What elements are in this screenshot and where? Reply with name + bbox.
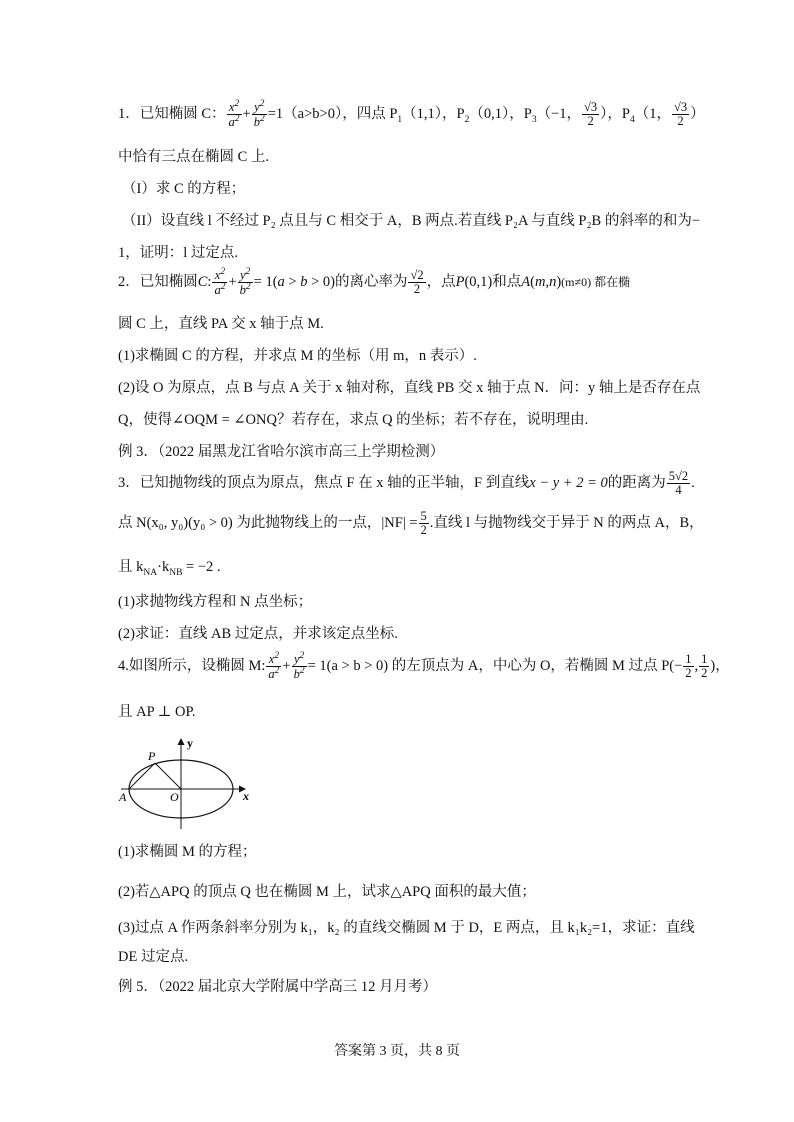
fraction: $\frac{√3}{2}$ xyxy=(673,100,688,129)
label-a: A xyxy=(119,790,127,804)
fraction: $\frac{5}{2}$ xyxy=(420,509,427,538)
example-3-title: 例 3．（2022 届黑龙江省哈尔滨市高三上学期检测） xyxy=(118,444,445,460)
problem-1-line-2: 中恰有三点在椭圆 C 上. xyxy=(118,149,270,165)
fraction: $\frac{1}{2}$ xyxy=(685,652,692,681)
label-y: y xyxy=(187,736,193,750)
problem-2-line-1: 2．已知椭圆C: $\frac{x^2}{a^2}$ + $\frac{y^2}{b^2}$ = 1(a > b > 0)的离心率为 $\frac{√2}{2}$ ，点P(0,1)和点A(m,n)(m≠0) 都在椭 xyxy=(118,267,631,298)
example-5-title: 例 5．（2022 届北京大学附属中学高三 12 月月考） xyxy=(118,979,437,995)
problem-2-question-2-cont: Q，使得∠OQM = ∠ONQ？若存在，求点 Q 的坐标；若不存在，说明理由. xyxy=(118,412,589,428)
problem-1-question-1: （I）求 C 的方程； xyxy=(122,181,246,197)
segment-ap xyxy=(129,763,155,789)
problem-1-line-1: 1．已知椭圆 C： $\frac{x^2}{a^2}$ + $\frac{y^2}{b^2}$ =1（a>b>0），四点 $P_1(1,1)$，$P_2(0,1)$，$P_3(-1$， $\frac{√3}{2}$ ），$P_4(1$， $\frac{√3}{2}$ ） xyxy=(118,99,705,130)
fraction: $\frac{x^2}{a^2}$ xyxy=(268,651,280,682)
problem-1-question-2: （II）设直线 l 不经过 P₂ 点且与 C 相交于 A，B 两点.若直线 P₂A 与直线 P₂B 的斜率的和为− xyxy=(122,213,701,229)
label-p: P xyxy=(148,749,156,763)
problem-4-question-3: (3)过点 A 作两条斜率分别为 k₁，k₂ 的直线交椭圆 M 于 D，E 两点，且 k₁k₂=1，求证：直线 xyxy=(118,920,695,936)
fraction: $\frac{5√2}{4}$ xyxy=(668,469,689,498)
problem-2-line-2: 圆 C 上，直线 PA 交 x 轴于点 M. xyxy=(118,316,324,332)
fraction: $\frac{1}{2}$ xyxy=(701,652,708,681)
ellipse-figure xyxy=(115,733,255,833)
problem-4-line-2: 且 AP ⊥ OP. xyxy=(118,704,196,720)
fraction: $\frac{x^2}{a^2}$ xyxy=(228,99,240,130)
label-x: x xyxy=(243,789,249,803)
fraction: $\frac{√2}{2}$ xyxy=(410,268,424,297)
problem-2-question-2: (2)设 O 为原点，点 B 与点 A 关于 x 轴对称，直线 PB 交 x 轴于点 N．问：y 轴上是否存在点 xyxy=(118,380,701,396)
problem-3-question-2: (2)求证：直线 AB 过定点，并求该定点坐标. xyxy=(118,626,398,642)
problem-4-question-3-cont: DE 过定点. xyxy=(118,949,189,965)
problem-3-line-3: 且 $k_{NA}\cdot k_{NB} = -2$ . xyxy=(118,559,221,578)
problem-3-line-1: 3．已知抛物线的顶点为原点，焦点 F 在 x 轴的正半轴，F 到直线x − y + 2 = 0的距离为 $\frac{5√2}{4}$ . xyxy=(118,469,695,498)
problem-2-question-1: (1)求椭圆 C 的方程，并求点 M 的坐标（用 m，n 表示）. xyxy=(118,348,477,364)
problem-4-line-1: 4.如图所示，设椭圆 M: $\frac{x^2}{a^2}$ + $\frac{y^2}{b^2}$ = 1(a > b > 0) 的左顶点为 A，中心为 O，若椭圆 M 过点 P(− $\frac{1}{2}$ , $\frac{1}{2}$ )， xyxy=(118,651,730,682)
fraction: $\frac{y^2}{b^2}$ xyxy=(253,99,265,130)
fraction: $\frac{y^2}{b^2}$ xyxy=(293,651,305,682)
fraction: $\frac{y^2}{b^2}$ xyxy=(239,267,251,298)
problem-3-line-2: 点 N(x₀, y₀)(y₀ > 0) 为此抛物线上的一点，|NF| = $\frac{5}{2}$ .直线 l 与抛物线交于异于 N 的两点 A，B， xyxy=(118,509,704,538)
label-o: O xyxy=(170,790,179,804)
problem-3-question-1: (1)求抛物线方程和 N 点坐标； xyxy=(118,594,313,610)
page-footer: 答案第 3 页，共 8 页 xyxy=(334,1044,460,1059)
problem-4-question-2: (2)若△APQ 的顶点 Q 也在椭圆 M 上，试求△APQ 面积的最大值； xyxy=(118,884,536,900)
problem-4-question-1: (1)求椭圆 M 的方程； xyxy=(118,844,257,860)
fraction: $\frac{√3}{2}$ xyxy=(584,100,598,129)
segment-op xyxy=(155,763,181,789)
fraction: $\frac{x^2}{a^2}$ xyxy=(214,267,226,298)
problem-1-question-2-cont: 1，证明：l 过定点. xyxy=(118,245,239,261)
